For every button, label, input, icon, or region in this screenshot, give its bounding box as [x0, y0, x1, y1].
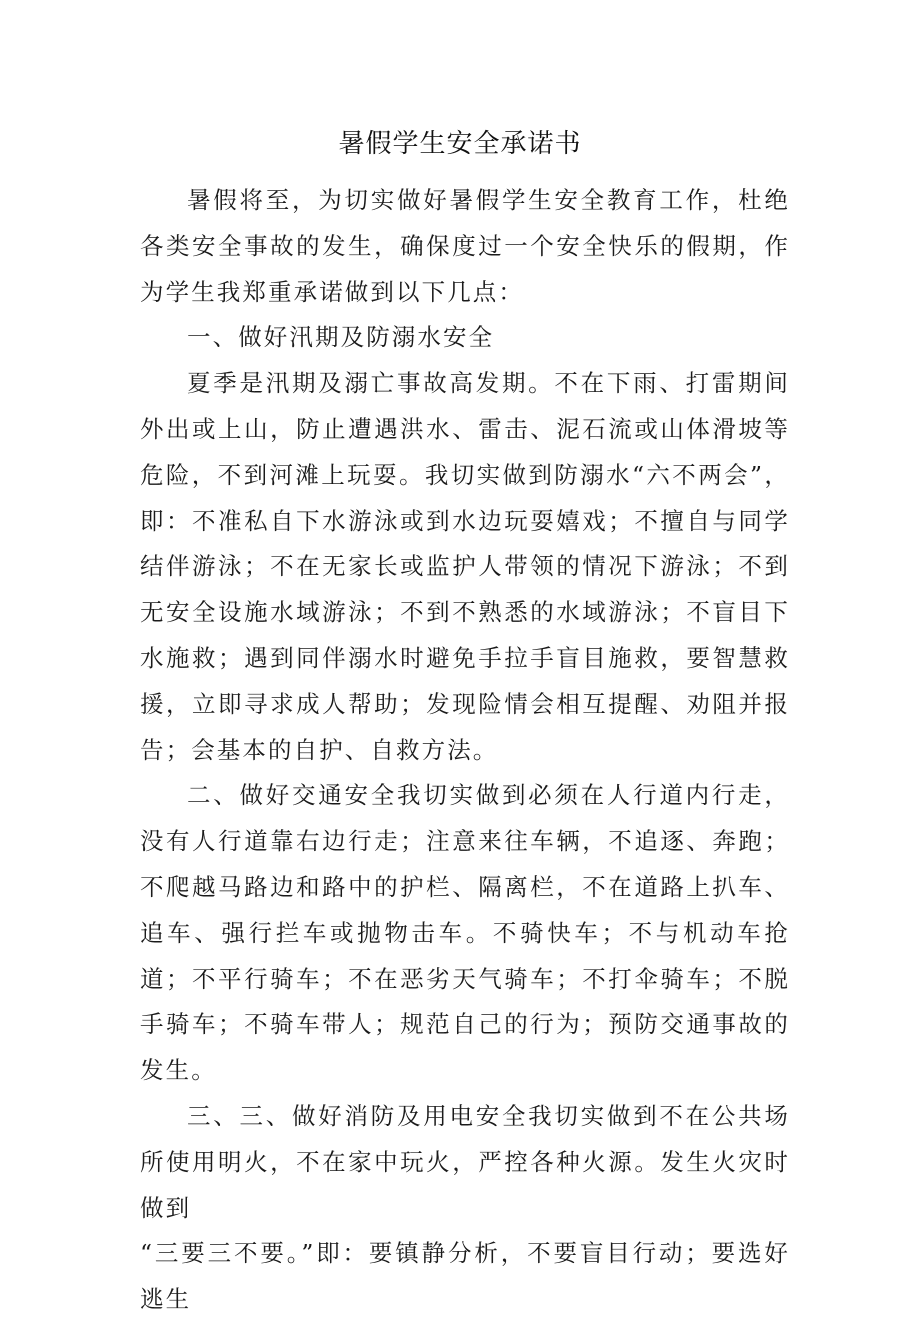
- paragraph-flood-drowning: 夏季是汛期及溺亡事故高发期。不在下雨、打雷期间外出或上山，防止遭遇洪水、雷击、泥石流或山体滑坡等危险，不到河滩上玩耍。我切实做到防溺水“六不两会”，即：不准私自下水游泳或到水边玩耍嬉戏；不擅自与同学结伴游泳；不在无家长或监护人带领的情况下游泳；不到无安全设施水域游泳；不到不熟悉的水域游泳；不盲目下水施救；遇到同伴溺水时避免手拉手盲目施救，要智慧救援，立即寻求成人帮助；发现险情会相互提醒、劝阻并报告；会基本的自护、自救方法。: [140, 369, 790, 764]
- section-heading-flood-drowning: 一、做好汛期及防溺水安全: [187, 323, 495, 352]
- paragraph-fire-continued: “三要三不要。”即：要镇静分析，不要盲目行动；要选好逃生: [140, 1239, 790, 1314]
- document-body: [140, 178, 790, 1323]
- paragraph-fire-electric-safety: 三、三、做好消防及用电安全我切实做到不在公共场所使用明火，不在家中玩火，严控各种火源。发生火灾时做到: [140, 1101, 790, 1222]
- document-title: 暑假学生安全承诺书: [338, 129, 582, 159]
- paragraph-traffic-safety: 二、做好交通安全我切实做到必须在人行道内行走，没有人行道靠右边行走；注意来往车辆，不追逐、奔跑；不爬越马路边和路中的护栏、隔离栏，不在道路上扒车、追车、强行拦车或抛物击车。不骑快车；不与机动车抢道；不平行骑车；不在恶劣天气骑车；不打伞骑车；不脱手骑车；不骑车带人；规范自己的行为；预防交通事故的发生。: [140, 781, 790, 1085]
- paragraph-intro: 暑假将至，为切实做好暑假学生安全教育工作，杜绝各类安全事故的发生，确保度过一个安全快乐的假期，作为学生我郑重承诺做到以下几点：: [140, 186, 790, 306]
